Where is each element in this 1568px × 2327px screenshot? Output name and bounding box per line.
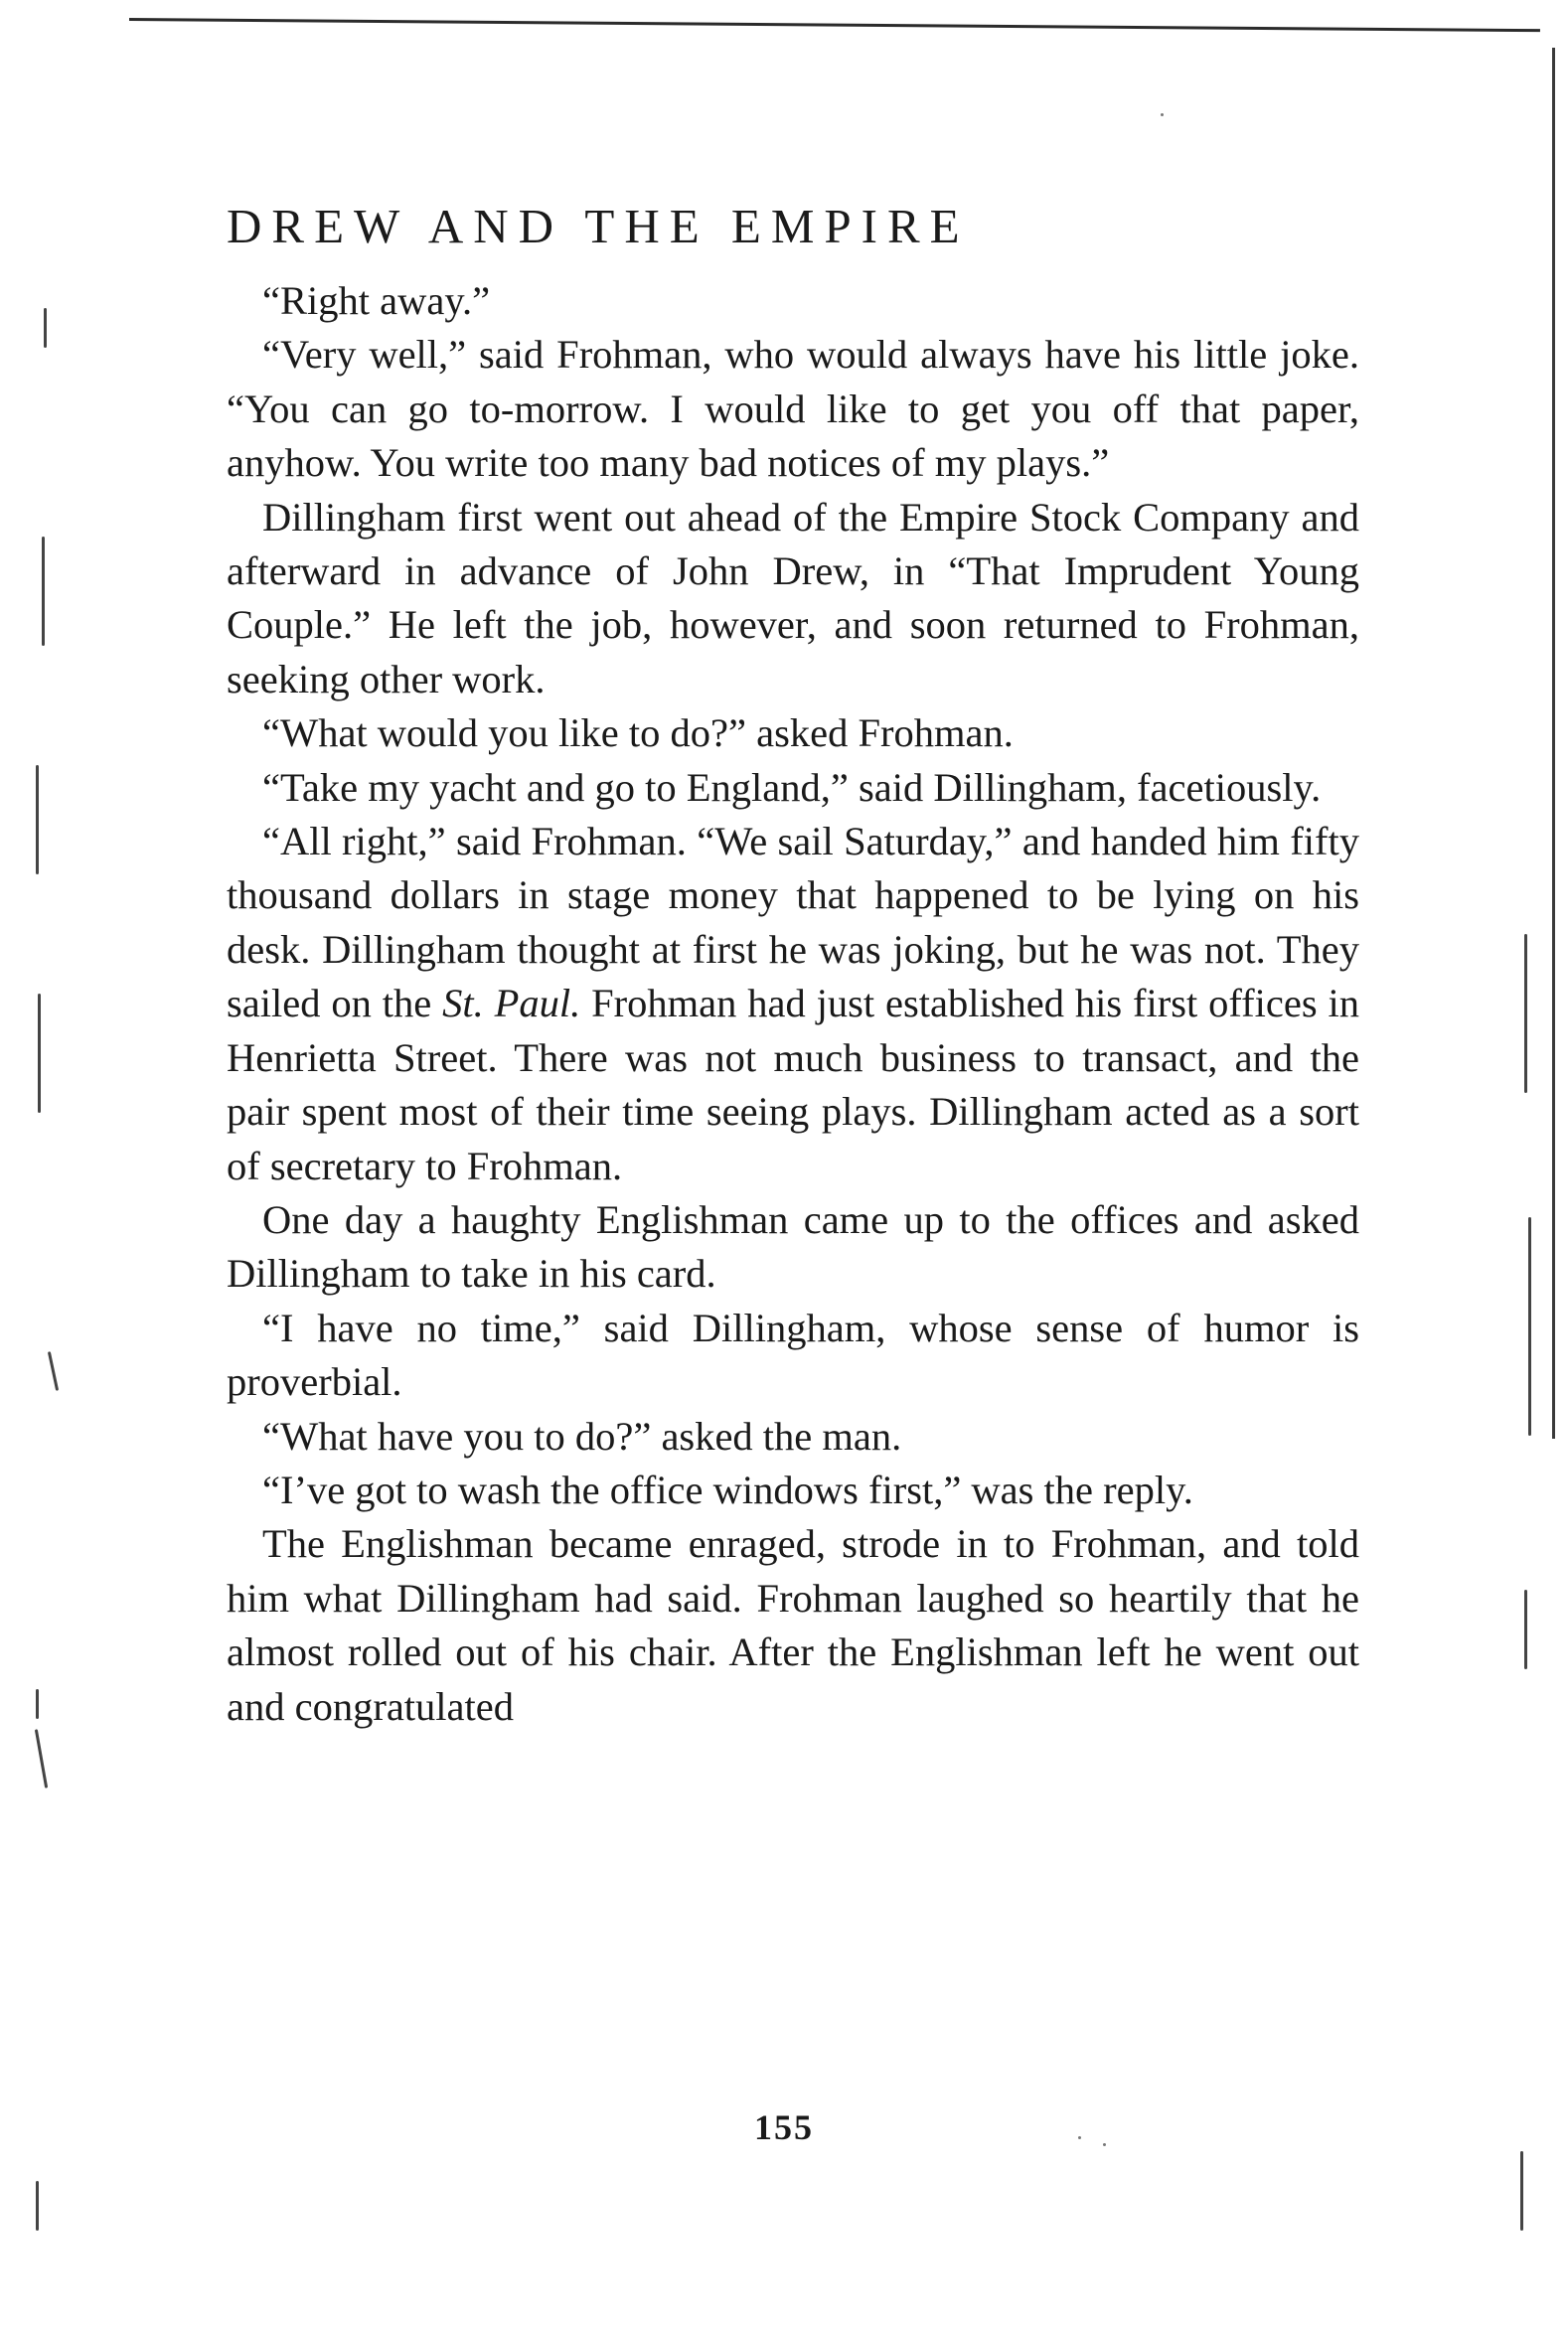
paragraph (227, 1517, 1359, 1734)
body-text (227, 274, 1359, 1734)
page-number: 155 (754, 2107, 814, 2147)
paragraph (227, 1302, 1359, 1410)
running-title: DREW AND THE EMPIRE (227, 199, 970, 253)
paragraph-text: “Very well,” said Frohman, who would always have his little joke. “You can go to-morrow. I would like to get you off that paper, anyhow. You write too many bad notices of my plays.” (227, 332, 1359, 486)
paragraph (227, 1410, 1359, 1464)
paragraph (227, 274, 1359, 328)
paragraph (227, 328, 1359, 490)
scan-mark (1520, 2151, 1523, 2231)
paragraph-text: The Englishman became enraged, strode in to Frohman, and told him what Dillingham had said. Frohman laughed so heartily that he almost rolled out of his chair. After the Englishman left he went out and congratulated (227, 1521, 1359, 1729)
paragraph-text: “Right away.” (262, 278, 491, 323)
scan-mark (1528, 1217, 1531, 1436)
paragraph-text: “What have you to do?” asked the man. (262, 1413, 902, 1459)
scan-mark (48, 1351, 59, 1391)
scan-mark (44, 308, 47, 348)
paragraph-text: “I’ve got to wash the office windows first,” was the reply. (262, 1467, 1193, 1512)
paragraph-text: “Take my yacht and go to England,” said Dillingham, facetiously. (262, 764, 1322, 810)
paragraph-text: “What would you like to do?” asked Frohman. (262, 710, 1014, 756)
scan-mark (36, 1689, 39, 1719)
paragraph-text: One day a haughty Englishman came up to the offices and asked Dillingham to take in his card. (227, 1196, 1359, 1297)
scan-mark (36, 2181, 39, 2231)
paragraph-text: Frohman had just established his first offices in Henrietta Street. There was not much business to transact, and the pair spent most of their time seeing plays. Dillingham acted as a sort of secretary to Frohman. (227, 981, 1359, 1188)
paragraph-text: Dillingham first went out ahead of the Empire Stock Company and afterward in advance of John Drew, in “That Imprudent Young Couple.” He left the job, however, and soon returned to Frohman, seeking other work. (227, 494, 1359, 701)
paragraph-text: “I have no time,” said Dillingham, whose sense of humor is proverbial. (227, 1305, 1359, 1405)
paragraph (227, 1193, 1359, 1302)
scan-mark (1524, 1590, 1527, 1669)
scan-dot (1161, 113, 1164, 116)
paragraph (227, 1464, 1359, 1517)
scan-mark (38, 994, 41, 1113)
scan-right-edge (1552, 48, 1555, 1439)
paragraph (227, 815, 1359, 1193)
scan-top-edge (129, 18, 1540, 32)
scan-mark (42, 537, 45, 646)
paragraph-text: “All right,” said Frohman. “We sail Saturday,” and handed him fifty thousand dollars in stage money that happened to be lying on his desk. Dillingham thought at first he was joking, but he was not. They sailed on the (227, 819, 1359, 1026)
scan-mark (35, 1729, 48, 1788)
scan-mark (36, 765, 39, 874)
paragraph (227, 491, 1359, 707)
paragraph (227, 761, 1359, 815)
scan-mark (1524, 934, 1527, 1093)
ship-name: St. Paul. (442, 981, 581, 1026)
paragraph (227, 706, 1359, 760)
